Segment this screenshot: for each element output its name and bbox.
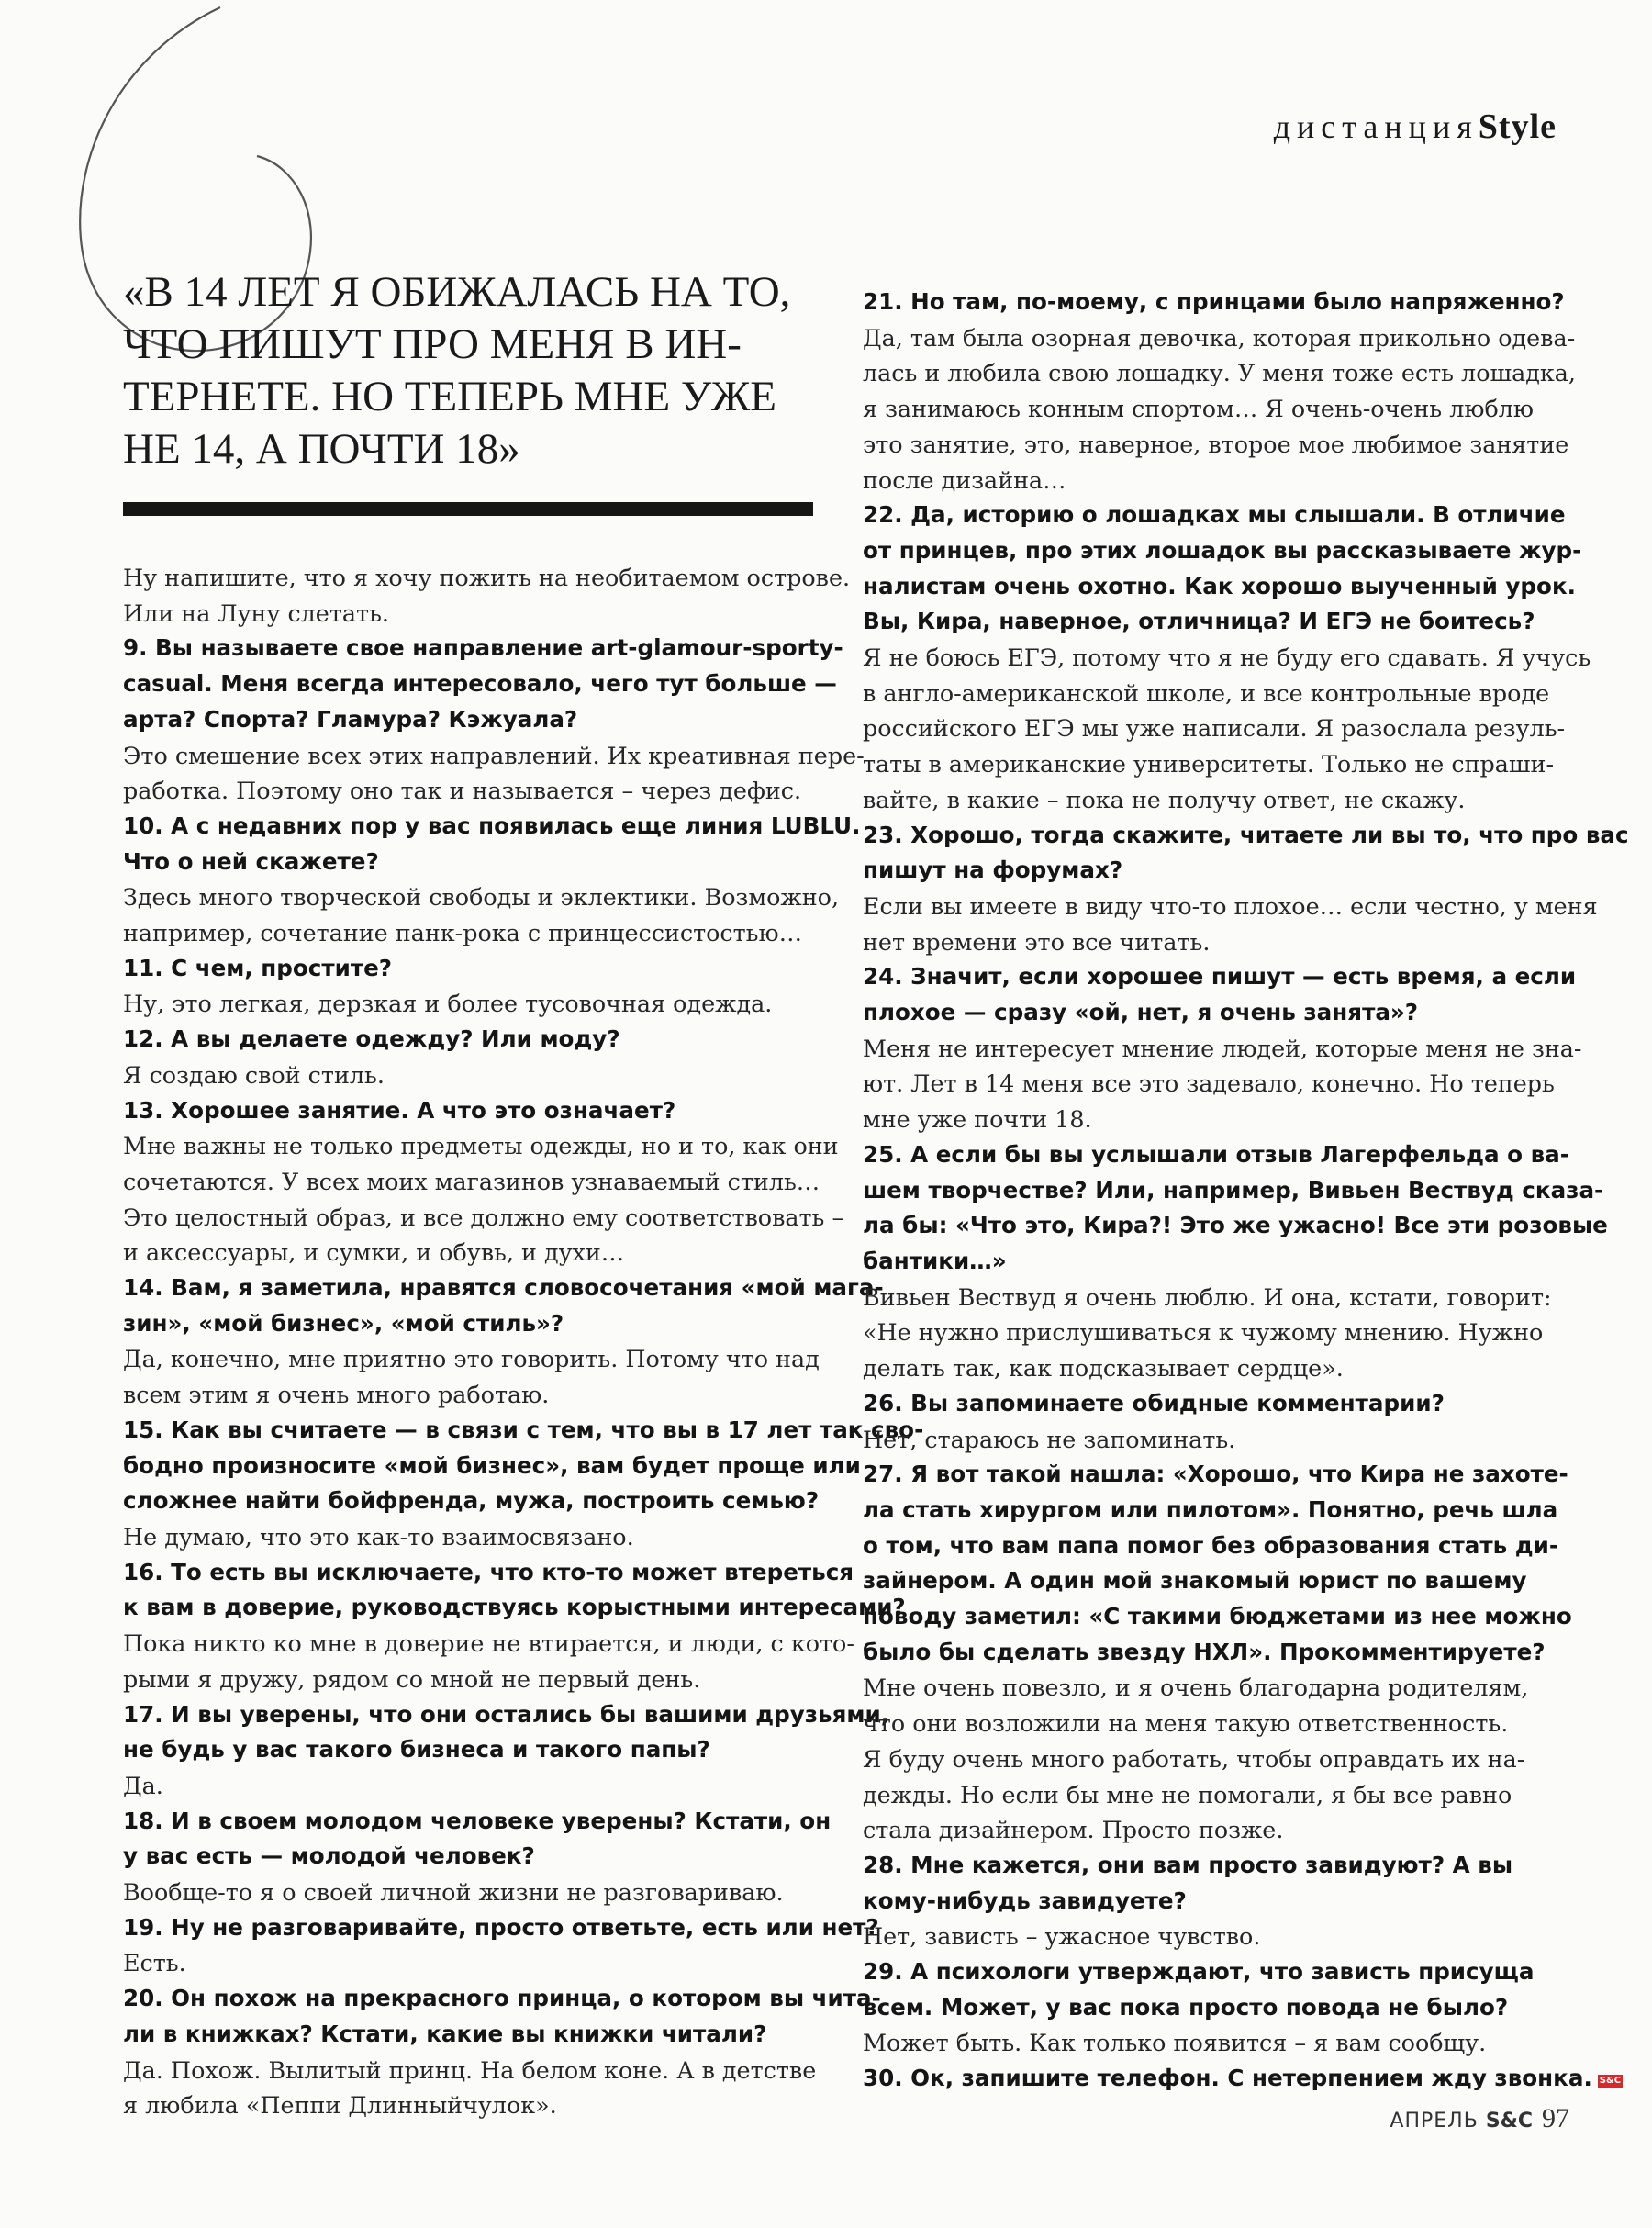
section-label-prefix: дистанция: [1273, 108, 1479, 145]
footer-magazine: S&C: [1485, 2110, 1533, 2133]
answer-line: в англо-американской школе, и все контрольные вроде: [863, 678, 1550, 707]
answer-line: Я не боюсь ЕГЭ, потому что я не буду его сдавать. Я учусь: [863, 644, 1591, 672]
answer-line: Вообще-то я о своей личной жизни не разговариваю.: [123, 1878, 784, 1907]
question-line: ла бы: «Что это, Кира?! Это же ужасно! Все эти розовые: [863, 1212, 1608, 1239]
page-footer: [1390, 2103, 1569, 2134]
question-line: 14. Вам, я заметила, нравятся словосочетания «мой мага-: [123, 1274, 884, 1302]
answer-line: сочетаются. У всех моих магазинов узнаваемый стиль…: [123, 1167, 820, 1195]
question-line: зайнером. А один мой знакомый юрист по вашему: [863, 1567, 1527, 1595]
question-line: 9. Вы называете свое направление art-glamour-sporty-: [123, 634, 843, 662]
answer-line: работка. Поэтому оно так и называется – через дефис.: [123, 777, 802, 805]
answer-line: Ну напишите, что я хочу пожить на необитаемом острове.: [123, 564, 851, 591]
interview-column-left: [123, 560, 924, 2123]
answer-line: после дизайна…: [863, 465, 1066, 494]
answer-line: Если вы имеете в виду что-то плохое… если честно, у меня: [863, 891, 1598, 920]
question-line: 13. Хорошее занятие. А что это означает?: [123, 1096, 676, 1124]
question-line: 18. И в своем молодом человеке уверены? Кстати, он: [123, 1807, 832, 1834]
answer-line: Это целостный образ, и все должно ему соответствовать –: [123, 1203, 844, 1231]
question-line: кому-нибудь завидуете?: [863, 1887, 1187, 1914]
answer-line: и аксессуары, и сумки, и обувь, и духи…: [123, 1238, 625, 1267]
question-line: сложнее найти бойфренда, мужа, построить семью?: [123, 1487, 820, 1515]
section-label: [1274, 106, 1557, 147]
question-line: 24. Значит, если хорошее пишут — есть время, а если: [863, 963, 1577, 991]
question-line: Что о ней скажете?: [123, 847, 379, 875]
answer-line: делать так, как подсказывает сердце».: [863, 1354, 1344, 1383]
question-line: арта? Спорта? Гламура? Кэжуала?: [123, 705, 578, 733]
pull-quote: [123, 266, 820, 476]
end-mark-icon: S&C: [1599, 2076, 1622, 2087]
answer-line: рыми я дружу, рядом со мной не первый день.: [123, 1664, 701, 1693]
answer-line: Вивьен Вествуд я очень люблю. И она, кстати, говорит:: [863, 1282, 1552, 1311]
question-line: 29. А психологи утверждают, что зависть присуща: [863, 1958, 1535, 1986]
question-line: 17. И вы уверены, что они остались бы вашими друзьями,: [123, 1700, 890, 1728]
answer-line: например, сочетание панк-рока с принцессистостью…: [123, 919, 802, 947]
question-line: 15. Как вы считаете — в связи с тем, что вы в 17 лет так сво-: [123, 1416, 924, 1443]
pull-quote-line: ТЕРНЕТЕ. НО ТЕПЕРЬ МНЕ УЖЕ: [123, 373, 776, 420]
question-line: casual. Меня всегда интересовало, чего тут больше —: [123, 670, 837, 698]
question-line: поводу заметил: «С такими бюджетами из нее можно: [863, 1603, 1572, 1630]
question-line: 27. Я вот такой нашла: «Хорошо, что Кира не захоте-: [863, 1461, 1568, 1488]
question-line: 22. Да, историю о лошадках мы слышали. В отличие: [863, 501, 1566, 529]
pull-quote-rule: [123, 502, 813, 516]
question-line: 16. То есть вы исключаете, что кто-то может втереться: [123, 1558, 854, 1585]
answer-line: Может быть. Как только появится – я вам сообщу.: [863, 2029, 1487, 2057]
answer-line: что они возложили на меня такую ответственность.: [863, 1709, 1509, 1738]
answer-line: ют. Лет в 14 меня все это задевало, конечно. Но теперь: [863, 1069, 1555, 1098]
question-line: ли в книжках? Кстати, какие вы книжки читали?: [123, 2020, 767, 2047]
answer-line: Да, конечно, мне приятно это говорить. Потому что над: [123, 1345, 820, 1373]
answer-line: Я буду очень много работать, чтобы оправдать их на-: [863, 1744, 1525, 1773]
question-line: Вы, Кира, наверное, отличница? И ЕГЭ не боитесь?: [863, 608, 1535, 635]
answer-line: Ну, это легкая, дерзкая и более тусовочная одежда.: [123, 990, 773, 1018]
answer-line: мне уже почти 18.: [863, 1105, 1092, 1134]
question-line: к вам в доверие, руководствуясь корыстными интересами?: [123, 1594, 906, 1621]
answer-line: Есть.: [123, 1949, 186, 1977]
answer-line: Пока никто ко мне в доверие не втирается, и люди, с кото-: [123, 1629, 854, 1658]
question-line: плохое — сразу «ой, нет, я очень занята»?: [863, 999, 1419, 1026]
question-line: пишут на форумах?: [863, 856, 1123, 884]
page-number: 97: [1542, 2103, 1569, 2133]
question-line: 25. А если бы вы услышали отзыв Лагерфельда о ва-: [863, 1140, 1569, 1168]
section-label-brand: Style: [1478, 107, 1557, 146]
question-line: 19. Ну не разговаривайте, просто ответьте, есть или нет?: [123, 1913, 879, 1941]
question-line: 10. А с недавних пор у вас появилась еще линия LUBLU.: [123, 812, 861, 839]
question-line: 26. Вы запоминаете обидные комментарии?: [863, 1389, 1445, 1416]
question-line: зин», «мой бизнес», «мой стиль»?: [123, 1309, 564, 1337]
question-line: 12. А вы делаете одежду? Или моду?: [123, 1025, 620, 1053]
question-line: о том, что вам папа помог без образования стать ди-: [863, 1531, 1559, 1559]
question-line: 21. Но там, по-моему, с принцами было напряженно?: [863, 288, 1565, 315]
answer-line: дежды. Но если бы мне не помогали, я бы все равно: [863, 1780, 1512, 1808]
question-line: 20. Он похож на прекрасного принца, о котором вы чита-: [123, 1985, 881, 2012]
answer-line: Нет, зависть – ужасное чувство.: [863, 1922, 1261, 1951]
answer-line: Мне очень повезло, и я очень благодарна родителям,: [863, 1674, 1529, 1702]
question-line: ла стать хирургом или пилотом». Понятно, речь шла: [863, 1495, 1558, 1523]
answer-line: Здесь много творческой свободы и эклектики. Возможно,: [123, 883, 840, 912]
answer-line: Да.: [123, 1771, 163, 1799]
answer-line: Мне важны не только предметы одежды, но и то, как они: [123, 1132, 839, 1160]
answer-line: российского ЕГЭ мы уже написали. Я разослала резуль-: [863, 714, 1566, 743]
question-line: бодно произносите «мой бизнес», вам будет проще или: [123, 1451, 861, 1479]
question-line: не будь у вас такого бизнеса и такого папы?: [123, 1736, 710, 1763]
question-line: 11. С чем, простите?: [123, 954, 393, 981]
answer-line: Я создаю свой стиль.: [123, 1060, 385, 1089]
pull-quote-line: НЕ 14, А ПОЧТИ 18»: [123, 425, 520, 473]
question-line: налистам очень охотно. Как хорошо выученный урок.: [863, 572, 1576, 599]
answer-line: я занимаюсь конным спортом… Я очень-очень люблю: [863, 395, 1534, 423]
interview-column-right: [863, 285, 1629, 2097]
answer-line: стала дизайнером. Просто позже.: [863, 1816, 1284, 1844]
answer-line: Это смешение всех этих направлений. Их креативная пере-: [123, 741, 865, 769]
question-line: у вас есть — молодой человек?: [123, 1842, 535, 1870]
answer-line: Нет, стараюсь не запоминать.: [863, 1425, 1236, 1453]
answer-line: это занятие, это, наверное, второе мое любимое занятие: [863, 430, 1569, 458]
answer-line: Меня не интересует мнение людей, которые меня не зна-: [863, 1034, 1582, 1062]
question-line: шем творчестве? Или, например, Вивьен Вествуд сказа-: [863, 1176, 1604, 1204]
answer-line: всем этим я очень много работаю.: [123, 1381, 550, 1409]
answer-line: Да, там была озорная девочка, которая прикольно одева-: [863, 323, 1576, 352]
pull-quote-line: «В 14 ЛЕТ Я ОБИЖАЛАСЬ НА ТО,: [123, 268, 791, 316]
question-line: 30. Ок, запишите телефон. С нетерпением жду звонка. S&C: [863, 2065, 1622, 2092]
answer-line: нет времени это все читать.: [863, 927, 1211, 956]
question-line: бантики…»: [863, 1247, 1007, 1274]
pull-quote-line: ЧТО ПИШУТ ПРО МЕНЯ В ИН-: [123, 320, 742, 368]
question-line: было бы сделать звезду НХЛ». Прокомментируете?: [863, 1638, 1546, 1665]
answer-line: вайте, в какие – пока не получу ответ, не скажу.: [863, 785, 1466, 813]
question-line: от принцев, про этих лошадок вы рассказываете жур-: [863, 536, 1582, 564]
answer-line: лась и любила свою лошадку. У меня тоже есть лошадка,: [863, 359, 1576, 387]
answer-line: я любила «Пеппи Длинныйчулок».: [123, 2091, 557, 2120]
question-line: 23. Хорошо, тогда скажите, читаете ли вы то, что про вас: [863, 821, 1629, 848]
footer-month: АПРЕЛЬ: [1390, 2110, 1479, 2133]
question-line: 28. Мне кажется, они вам просто завидуют? А вы: [863, 1851, 1513, 1878]
answer-line: Или на Луну слетать.: [123, 599, 389, 627]
answer-line: таты в американские университеты. Только не спраши-: [863, 750, 1555, 778]
answer-line: «Не нужно прислушиваться к чужому мнению. Нужно: [863, 1318, 1544, 1347]
answer-line: Не думаю, что это как-то взаимосвязано.: [123, 1522, 634, 1551]
question-line: всем. Может, у вас пока просто повода не было?: [863, 1993, 1509, 2021]
answer-line: Да. Похож. Вылитый принц. На белом коне. А в детстве: [123, 2055, 817, 2084]
